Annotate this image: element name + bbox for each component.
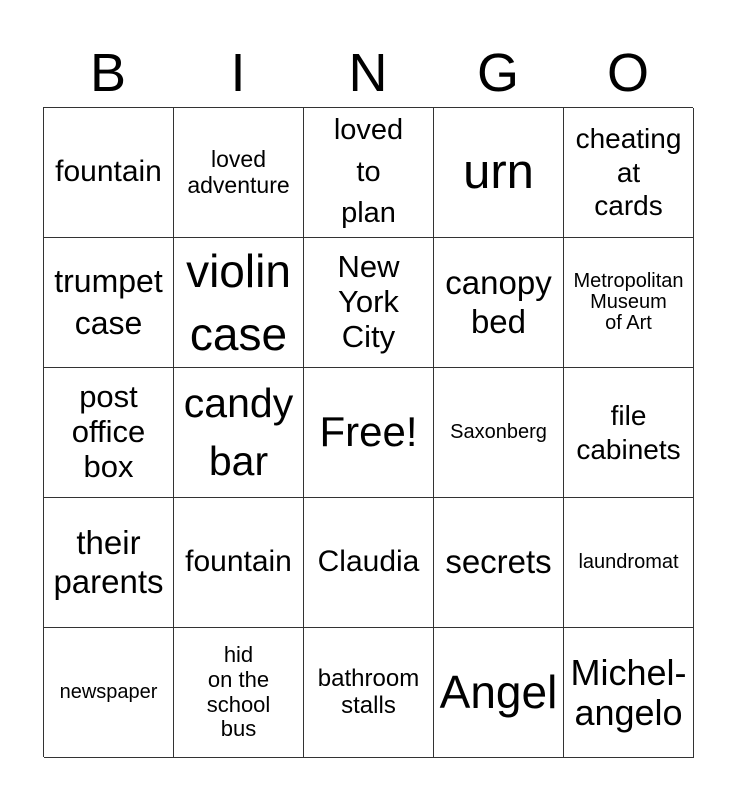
cell-text: loved adventure xyxy=(187,146,290,198)
bingo-cell[interactable] xyxy=(174,368,304,498)
header-letter-o: O xyxy=(606,43,649,103)
bingo-cell[interactable] xyxy=(564,498,694,628)
bingo-cell[interactable] xyxy=(564,108,694,238)
cell-text: cheating at cards xyxy=(575,123,682,222)
bingo-cell[interactable] xyxy=(434,368,564,498)
bingo-cell[interactable] xyxy=(44,238,174,368)
cell-text: New York City xyxy=(337,249,400,354)
cell-text: Claudia xyxy=(317,545,420,579)
cell-text: Saxonberg xyxy=(450,421,547,443)
bingo-cell[interactable] xyxy=(44,108,174,238)
header-letter-g: G xyxy=(476,43,519,103)
header-letter-b: B xyxy=(89,43,127,103)
cell-text: trumpet case xyxy=(54,262,163,341)
cell-text: loved to plan xyxy=(333,114,404,230)
bingo-cell[interactable] xyxy=(174,628,304,758)
cell-text: Angel xyxy=(439,666,558,719)
header-letter-i: I xyxy=(230,43,246,103)
cell-text: Michel- angelo xyxy=(570,651,687,733)
bingo-cell[interactable] xyxy=(44,628,174,758)
bingo-cell[interactable] xyxy=(304,628,434,758)
cell-text: post office box xyxy=(71,379,146,484)
header-letter-n: N xyxy=(348,43,388,103)
bingo-cell[interactable] xyxy=(174,498,304,628)
bingo-header xyxy=(43,40,693,106)
cell-text: newspaper xyxy=(59,681,158,703)
cell-text: canopy bed xyxy=(445,263,552,340)
bingo-cell[interactable] xyxy=(434,108,564,238)
bingo-cell[interactable] xyxy=(44,368,174,498)
cell-text: candy bar xyxy=(183,380,294,484)
bingo-cell[interactable] xyxy=(564,368,694,498)
cell-text: their parents xyxy=(53,523,164,600)
cell-text: fountain xyxy=(55,155,162,189)
bingo-cell[interactable] xyxy=(434,498,564,628)
cell-text: bathroom stalls xyxy=(317,665,420,719)
cell-text: laundromat xyxy=(578,551,679,573)
bingo-cell[interactable] xyxy=(44,498,174,628)
bingo-cell[interactable] xyxy=(304,498,434,628)
bingo-board xyxy=(43,107,693,757)
cell-text: secrets xyxy=(445,543,552,581)
free-space-text: Free! xyxy=(319,408,418,456)
bingo-cell[interactable] xyxy=(434,628,564,758)
cell-text: urn xyxy=(463,144,534,199)
bingo-cell[interactable] xyxy=(174,238,304,368)
bingo-cell[interactable] xyxy=(434,238,564,368)
bingo-cell[interactable] xyxy=(304,238,434,368)
cell-text: Metropolitan Museum of Art xyxy=(573,270,684,334)
bingo-cell[interactable] xyxy=(304,108,434,238)
cell-text: hid on the school bus xyxy=(206,642,271,742)
cell-text: violin case xyxy=(186,245,291,360)
cell-text: fountain xyxy=(185,545,292,579)
cell-text: file cabinets xyxy=(576,399,681,465)
bingo-cell[interactable] xyxy=(174,108,304,238)
bingo-cell[interactable] xyxy=(564,628,694,758)
bingo-cell[interactable] xyxy=(564,238,694,368)
bingo-cell free-space[interactable] xyxy=(304,368,434,498)
